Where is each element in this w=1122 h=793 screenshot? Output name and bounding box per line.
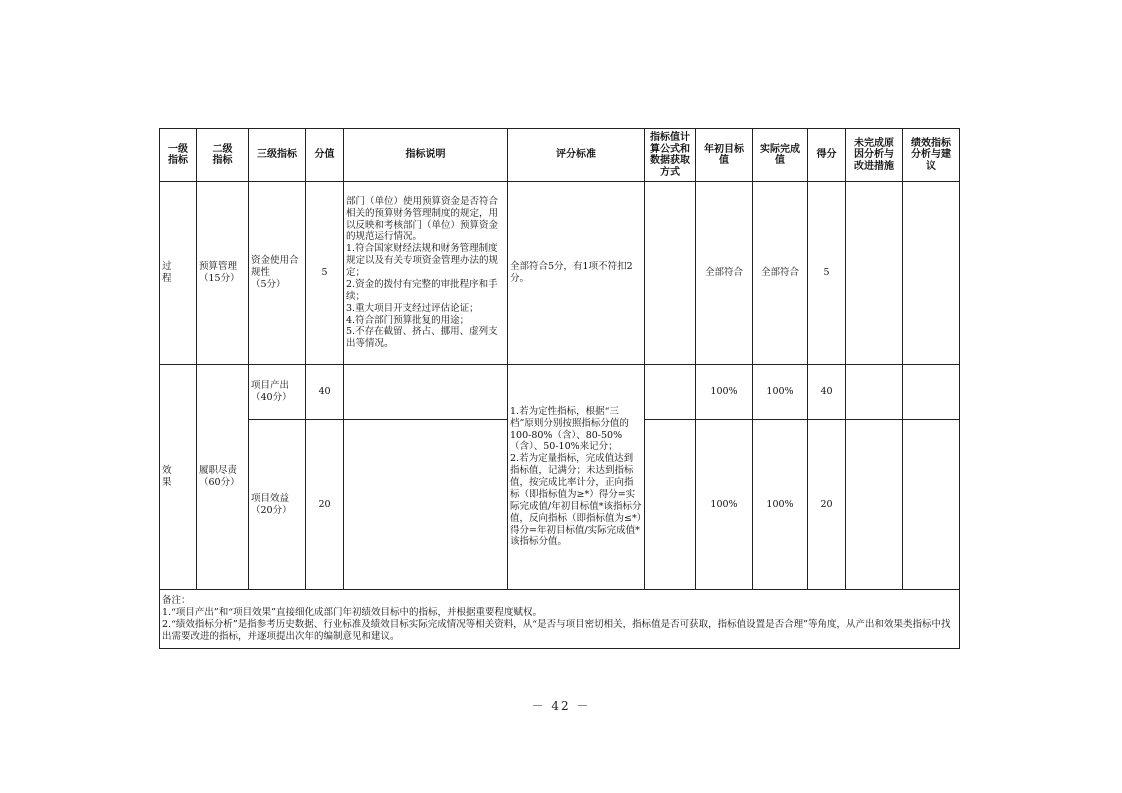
benefit-analysis (903, 420, 960, 590)
notes-title: 备注： (162, 595, 191, 607)
header-annual-target: 年初目标 值 (696, 129, 753, 182)
output-analysis (903, 365, 960, 420)
table-row-output (160, 365, 960, 420)
note-item-2: 2.“绩效指标分析”是指参考历史数据、行业标准及绩效目标实际完成情况等相关资料，从“是否与项目密切相关，指标值是否可获取，指标值设置是否合理”等角度，从产出和效果类指标中找出需要改进的指标，并逐项提出次年的编制意见和建议。 (162, 619, 951, 642)
output-level3: 项目产出 （40分） (249, 365, 306, 420)
page-number: － 42 － (531, 699, 591, 713)
header-score: 得分 (808, 129, 846, 182)
output-actual: 100% (753, 365, 808, 420)
header-indicator-desc: 指标说明 (344, 129, 508, 182)
benefit-value: 20 (306, 420, 344, 590)
process-actual: 全部符合 (753, 182, 808, 365)
output-formula (645, 365, 696, 420)
header-reason: 未完成原 因分析与 改进措施 (846, 129, 903, 182)
process-score: 5 (808, 182, 846, 365)
output-desc (344, 365, 508, 420)
process-target: 全部符合 (696, 182, 753, 365)
output-value: 40 (306, 365, 344, 420)
effect-criteria: 1.若为定性指标，根据“三档”原则分别按照指标分值的100-80%（含）、80-50%（含）、50-10%来记分； 2.若为定量指标，完成值达到指标值，记满分；未达到指标值，按完成比率计分，正向指标（即指标值为≥*）得分=实际完成值/年初目标值*该指标分值，反向指标（即指标值为≤*）得分=年初目标值/实际完成值*该指标分值。 (508, 365, 645, 590)
output-reason (846, 365, 903, 420)
process-analysis (903, 182, 960, 365)
note-item-1: 1.“项目产出”和“项目效果”直接细化成部门年初绩效目标中的指标，并根据重要程度赋权。 (162, 607, 542, 619)
header-score-value: 分值 (306, 129, 344, 182)
header-analysis: 绩效指标 分析与建 议 (903, 129, 960, 182)
process-reason (846, 182, 903, 365)
benefit-formula (645, 420, 696, 590)
process-level2: 预算管理 （15分） (197, 182, 249, 365)
process-level3: 资金使用合 规性 （5分） (249, 182, 306, 365)
process-level1: 过 程 (160, 182, 197, 365)
benefit-desc (344, 420, 508, 590)
process-formula (645, 182, 696, 365)
output-score: 40 (808, 365, 846, 420)
benefit-level3: 项目效益 （20分） (249, 420, 306, 590)
header-level1: 一级 指标 (160, 129, 197, 182)
header-criteria: 评分标准 (508, 129, 645, 182)
notes-cell (160, 590, 960, 649)
header-level3: 三级指标 (249, 129, 306, 182)
header-formula: 指标值计 算公式和 数据获取 方式 (645, 129, 696, 182)
table-header-row (160, 129, 960, 182)
effect-level2: 履职尽责 （60分） (197, 365, 249, 590)
header-level2: 二级 指标 (197, 129, 249, 182)
benefit-actual: 100% (753, 420, 808, 590)
process-criteria: 全部符合5分，有1项不符扣2分。 (508, 182, 645, 365)
performance-evaluation-table (159, 128, 960, 649)
table-row-process (160, 182, 960, 365)
performance-table-container (159, 128, 959, 649)
process-value: 5 (306, 182, 344, 365)
process-desc: 部门（单位）使用预算资金是否符合相关的预算财务管理制度的规定，用以反映和考核部门（单位）预算资金的规范运行情况。 1.符合国家财经法规和财务管理制度规定以及有关专项资金管理办法的规定； 2.资金的拨付有完整的审批程序和手续； 3.重大项目开支经过评估论证； 4.符合部门预算批复的用途； 5.不存在截留、挤占、挪用、虚列支出等情况。 (344, 182, 508, 365)
table-notes-row (160, 590, 960, 649)
benefit-score: 20 (808, 420, 846, 590)
benefit-reason (846, 420, 903, 590)
benefit-target: 100% (696, 420, 753, 590)
output-target: 100% (696, 365, 753, 420)
effect-level1: 效 果 (160, 365, 197, 590)
header-actual: 实际完成 值 (753, 129, 808, 182)
